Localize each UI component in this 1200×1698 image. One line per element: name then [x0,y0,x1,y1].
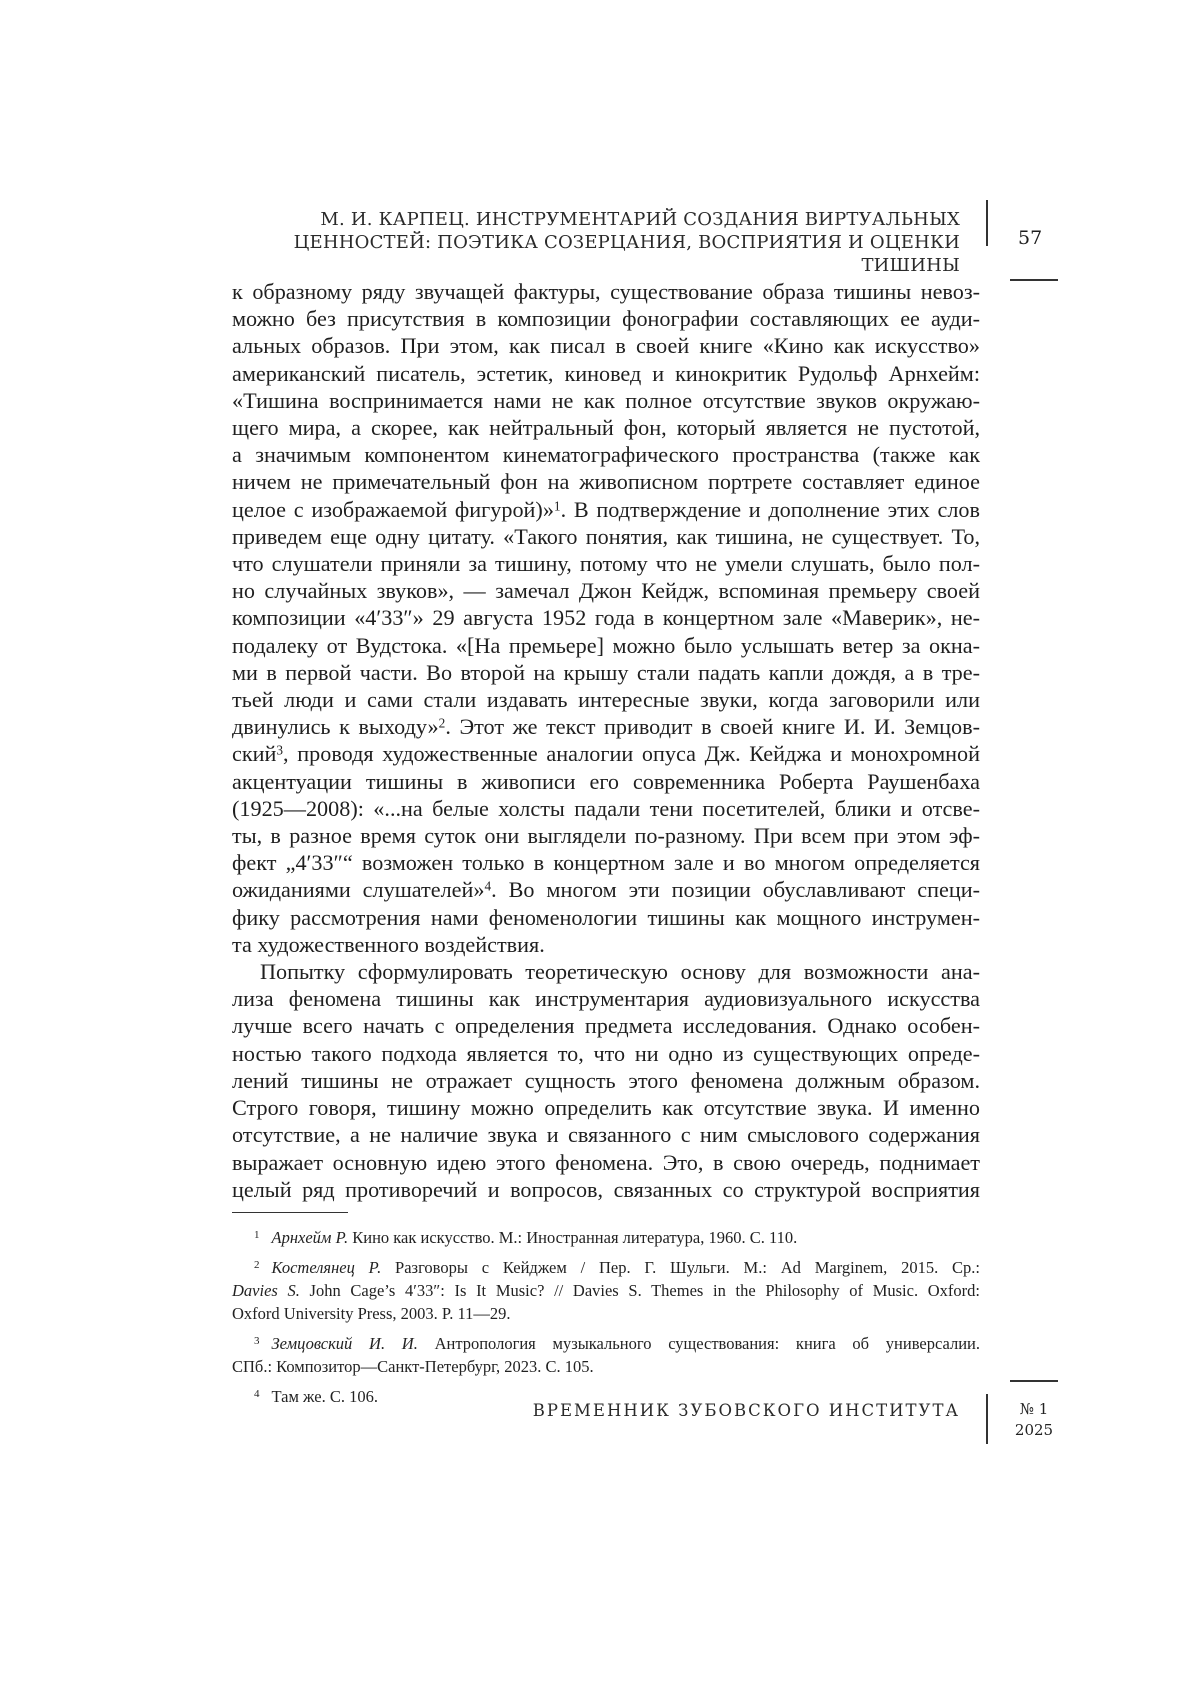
text-line: целый ряд противоречий и вопросов, связанных со структурой восприятия [232,1176,980,1202]
footer-vertical-rule [986,1394,988,1444]
text-line: композиции «4′33″» 29 августа 1952 года в концертном зале «Маверик», не- [232,605,980,631]
text-line: к образному ряду звучащей фактуры, существование образа тишины невоз- [232,279,980,304]
footnote-number: 3 [254,1335,260,1348]
text-line [232,713,980,740]
header-vertical-rule [986,200,988,246]
text-line: ты, в разное время суток они выглядели по-разному. При всем при этом эф- [232,823,980,849]
text-line: фект „4′33″“ возможен только в концертном зале и во многом определяется [232,850,980,876]
text-segment: ожиданиями слушателей» [232,877,485,903]
text-line: Попытку сформулировать теоретическую основу для возможности ана- [260,959,980,985]
text-segment: . В подтверждение и дополнение этих слов [560,496,980,522]
text-line: лиза феномена тишины как инструментария аудиовизуального искусства [232,986,980,1012]
text-line: отсутствие, а не наличие звука и связанного с ним смыслового содержания [232,1122,980,1148]
footnote-separator [232,1212,348,1213]
text-line: (1925—2008): «...на белые холсты падали тени посетителей, блики и отсве- [232,795,980,821]
footnote-3 [232,1332,980,1378]
body-text [232,278,980,1203]
text-line: ничем не примечательный фон на живописном портрете составляет единое [232,469,980,495]
text-line: приведем еще одну цитату. «Такого понятия, как тишина, не существует. То, [232,523,980,549]
text-line: ностью такого подхода является то, что ни одно из существующих опреде- [232,1040,980,1066]
footnote-author: Земцовский И. И. [271,1334,418,1353]
text-line: американский писатель, эстетик, киновед и кинокритик Рудольф Арнхейм: [232,360,980,386]
footnote-author: Davies S. [232,1281,300,1300]
running-head-line-2: ЦЕННОСТЕЙ: ПОЭТИКА СОЗЕРЦАНИЯ, ВОСПРИЯТИЯ И ОЦЕНКИ ТИШИНЫ [293,232,960,276]
footnote-number: 2 [254,1259,260,1272]
footnote-line [232,1332,980,1355]
text-segment: , проводя художественные аналогии опуса Дж. Кейджа и монохромной [283,741,980,767]
text-segment: . Этот же текст приводит в своей книге И. И. Земцов- [445,714,980,740]
footnote-ref-2[interactable]: 2 [438,715,446,731]
text-line: что слушатели приняли за тишину, потому что не умели слушать, было пол- [232,551,980,577]
footnote-ref-3[interactable]: 3 [276,742,284,758]
footnote-ref-4[interactable]: 4 [484,878,492,894]
footnote-author: Арнхейм Р. [271,1228,349,1247]
running-head-line-1: М. И. КАРПЕЦ. ИНСТРУМЕНТАРИЙ СОЗДАНИЯ ВИРТУАЛЬНЫХ [320,209,960,230]
footnote-line [232,1226,980,1249]
footnote-2 [232,1256,980,1325]
running-head [232,208,960,277]
text-line: а значимым компонентом кинематографического пространства (также как [232,442,980,468]
issue-year: 2025 [1014,1421,1054,1439]
footnote-number: 4 [254,1388,260,1401]
page-number: 57 [1018,227,1043,249]
text-line: ми в первой части. Во второй на крышу стали падать капли дождя, а в тре- [232,659,980,685]
text-segment: двинулись к выходу» [232,714,439,740]
footnote-1 [232,1226,980,1249]
text-line: лений тишины не отражает сущность этого феномена должным образом. [232,1067,980,1093]
footnote-text: Кино как искусство. М.: Иностранная литература, 1960. С. 110. [348,1228,798,1247]
text-line: выражает основную идею этого феномена. Это, в свою очередь, поднимает [232,1149,980,1175]
footnote-number: 1 [254,1229,260,1242]
issue-number: № 1 [1019,1400,1049,1418]
footnote-line: Oxford University Press, 2003. P. 11—29. [232,1304,511,1323]
text-line: но случайных звуков», — замечал Джон Кейдж, вспоминая премьеру своей [232,578,980,604]
footnote-ref-1[interactable]: 1 [553,497,561,513]
footer-rule [1010,1380,1058,1382]
text-segment: целое с изображаемой фигурой)» [232,496,554,522]
text-line: альных образов. При этом, как писал в своей книге «Кино как искусство» [232,333,980,359]
text-line: акцентуации тишины в живописи его современника Роберта Раушенбаха [232,768,980,794]
text-line: можно без присутствия в композиции фонографии составляющих ее ауди- [232,306,980,332]
text-line: фику рассмотрения нами феноменологии тишины как мощного инструмен- [232,904,980,930]
text-line: та художественного воздействия. [232,931,545,957]
issue-info [1006,1399,1062,1441]
footnotes [232,1226,980,1415]
page-number-rule [1010,279,1058,281]
text-segment: . Во многом эти позиции обуславливают специ- [491,877,980,903]
text-line: щего мира, а скорее, как нейтральный фон, который является не пустотой, [232,415,980,441]
footnote-author: Костелянец Р. [271,1258,382,1277]
journal-title: ВРЕМЕННИК ЗУБОВСКОГО ИНСТИТУТА [532,1401,960,1420]
text-line: подалеку от Вудстока. «[На премьере] можно было услышать ветер за окна- [232,632,980,658]
text-line: «Тишина воспринимается нами не как полное отсутствие звуков окружаю- [232,387,980,413]
text-segment: ский [232,741,277,767]
footnote-text: Антропология музыкального существования: книга об универсалии. [417,1334,980,1353]
footnote-line: СПб.: Композитор—Санкт-Петербург, 2023. С. 105. [232,1357,594,1376]
text-line: тьей люди и сами стали издавать интересные звуки, когда заговорили или [232,687,980,713]
footnote-line [232,1256,980,1279]
footnote-text: Там же. С. 106. [271,1387,378,1406]
text-line: лучше всего начать с определения предмета исследования. Однако особен- [232,1013,980,1039]
footnote-text: Разговоры с Кейджем / Пер. Г. Шульги. М.: Ad Marginem, 2015. Ср.: [381,1258,981,1277]
text-line [232,876,980,903]
footnote-line [232,1279,980,1302]
footnote-text: John Cage’s 4′33″: Is It Music? // Davies S. Themes in the Philosophy of Music. Oxford: [299,1281,980,1300]
text-line: Строго говоря, тишину можно определить как отсутствие звука. И именно [232,1095,980,1121]
text-line [232,496,980,523]
text-line [232,740,980,767]
paragraph-1 [232,278,980,958]
paragraph-2 [232,958,980,1203]
